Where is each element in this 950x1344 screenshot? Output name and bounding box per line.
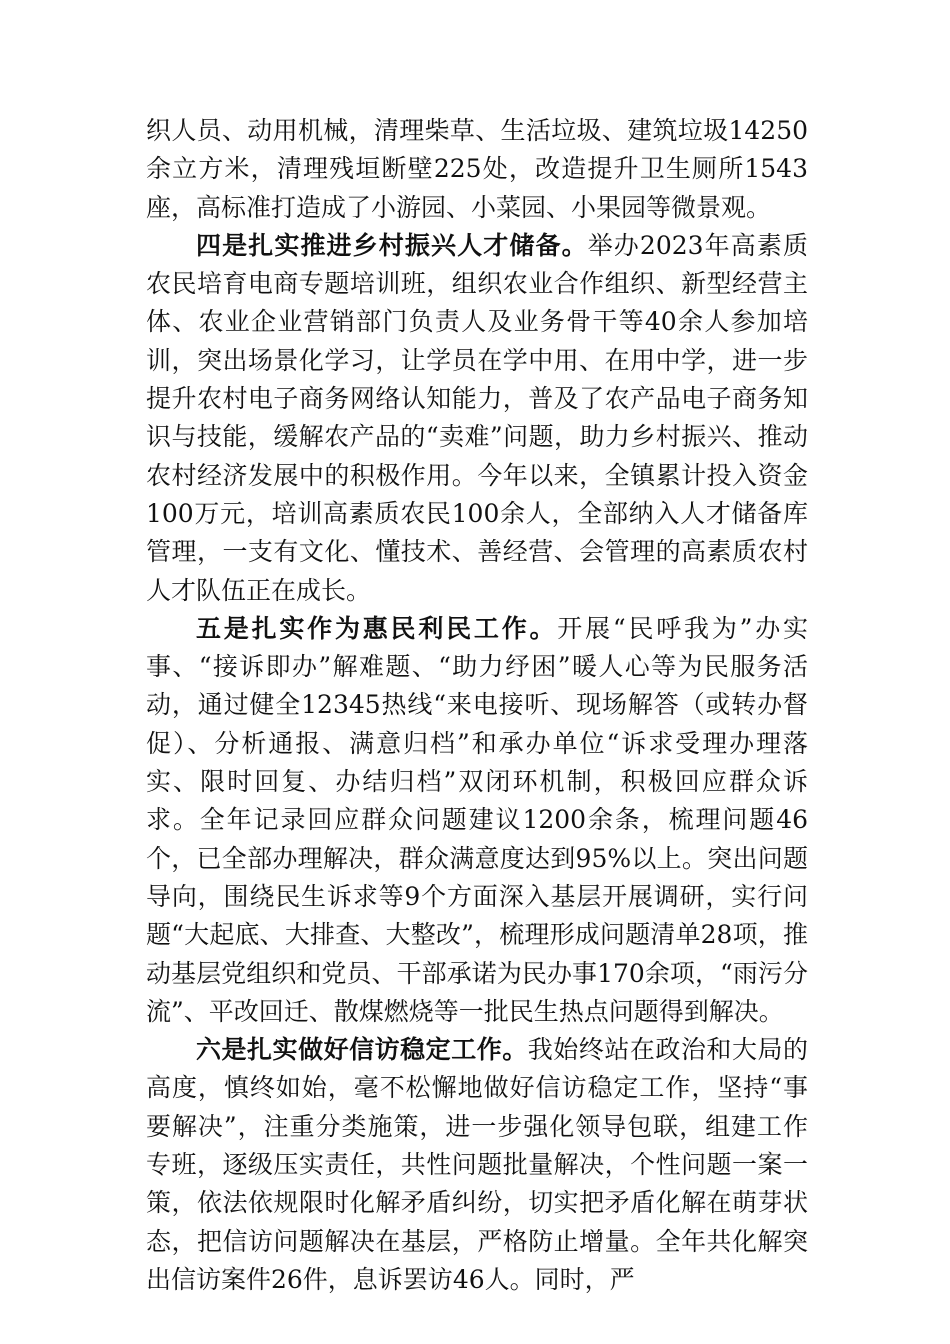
paragraph-4-heading: 六是扎实做好信访稳定工作。: [196, 1035, 528, 1065]
paragraph-2: [146, 227, 808, 610]
paragraph-3-text: 开展“民呼我为”办实事、“接诉即办”解难题、“助力纾困”暖人心等为民服务活动，通过健全12345热线“来电接听、现场解答（或转办督促）、分析通报、满意归档”和承办单位“诉求受理办理落实、限时回复、办结归档”双闭环机制，积极回应群众诉求。全年记录回应群众问题建议1200余条，梳理问题46个，已全部办理解决，群众满意度达到95%以上。突出问题导向，围绕民生诉求等9个方面深入基层开展调研，实行问题“大起底、大排查、大整改”，梳理形成问题清单28项，推动基层党组织和党员、干部承诺为民办事170余项，“雨污分流”、平改回迁、散煤燃烧等一批民生热点问题得到解决。: [146, 613, 808, 1026]
paragraph-1: [146, 112, 808, 227]
paragraph-1-text: 织人员、动用机械，清理柴草、生活垃圾、建筑垃圾14250余立方米，清理残垣断壁225处，改造提升卫生厕所1543座，高标准打造成了小游园、小菜园、小果园等微景观。: [146, 116, 808, 222]
paragraph-4: [146, 1031, 808, 1299]
paragraph-2-text: 举办2023年高素质农民培育电商专题培训班，组织农业合作组织、新型经营主体、农业企业营销部门负责人及业务骨干等40余人参加培训，突出场景化学习，让学员在学中用、在用中学，进一步提升农村电子商务网络认知能力，普及了农产品电子商务知识与技能，缓解农产品的“卖难”问题，助力乡村振兴、推动农村经济发展中的积极作用。今年以来，全镇累计投入资金100万元，培训高素质农民100余人，全部纳入人才储备库管理，一支有文化、懂技术、善经营、会管理的高素质农村人才队伍正在成长。: [146, 230, 808, 605]
document-page: [146, 112, 808, 1299]
paragraph-2-heading: 四是扎实推进乡村振兴人才储备。: [196, 230, 588, 260]
paragraph-4-text: 我始终站在政治和大局的高度，慎终如始，毫不松懈地做好信访稳定工作，坚持“事要解决”，注重分类施策，进一步强化领导包联，组建工作专班，逐级压实责任，共性问题批量解决，个性问题一案一策，依法依规限时化解矛盾纠纷，切实把矛盾化解在萌芽状态，把信访问题解决在基层，严格防止增量。全年共化解突出信访案件26件，息诉罢访46人。同时，严: [146, 1035, 808, 1294]
paragraph-3-heading: 五是扎实作为惠民利民工作。: [196, 613, 558, 643]
paragraph-3: [146, 610, 808, 1031]
